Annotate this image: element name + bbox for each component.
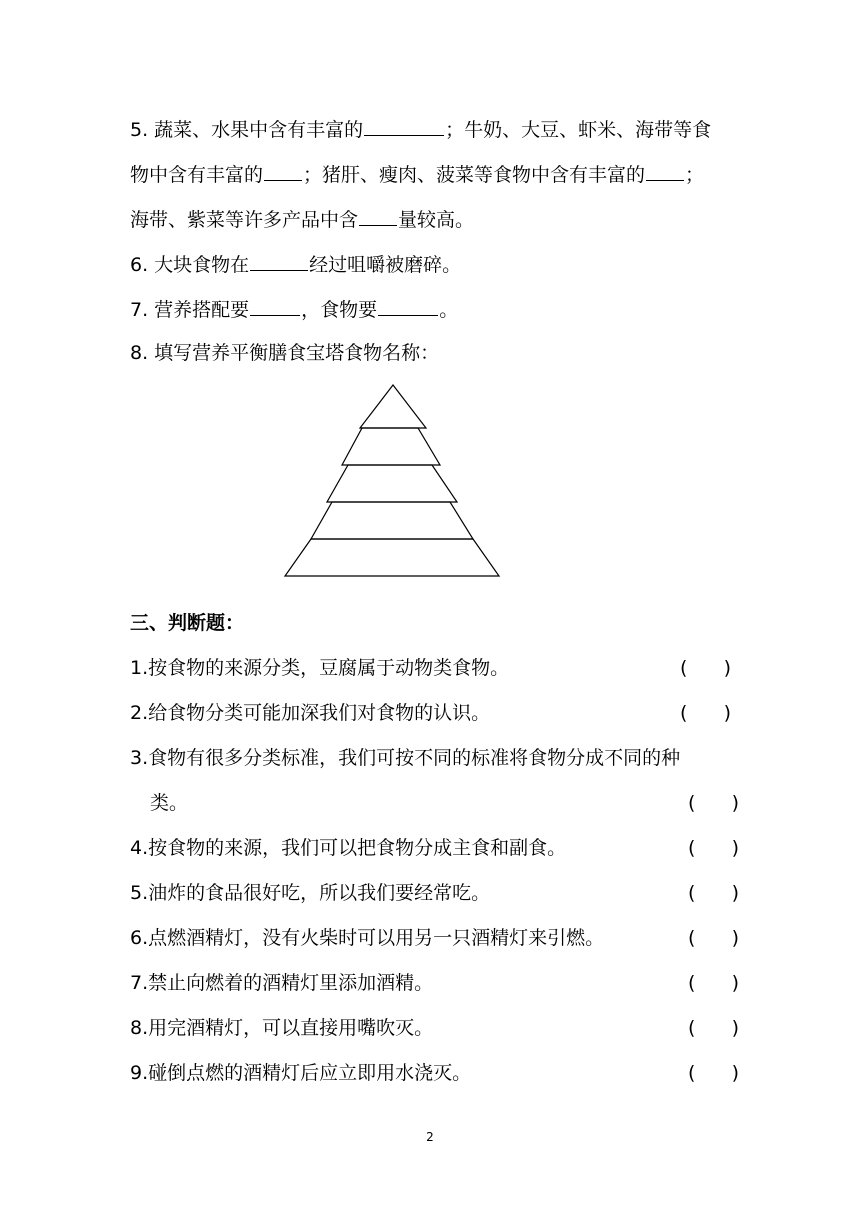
section-heading: 三、判断题： — [130, 612, 245, 634]
q7-text-1: 7. 营养搭配要 — [130, 299, 250, 321]
q7-blank-2[interactable] — [378, 295, 438, 316]
judgment-item-7: 7.禁止向燃着的酒精灯里添加酒精。 — [130, 972, 434, 994]
answer-parens-6[interactable]: ( ) — [688, 927, 740, 949]
q7-text-3: 。 — [439, 299, 459, 321]
answer-parens-7[interactable]: ( ) — [688, 972, 740, 994]
q5-text-6: 海带、紫菜等许多产品中含 — [130, 209, 359, 231]
judgment-item-2: 2.给食物分类可能加深我们对食物的认识。 — [130, 702, 491, 724]
judgment-item-4: 4.按食物的来源，我们可以把食物分成主食和副食。 — [130, 837, 567, 859]
pyramid-tier-4[interactable] — [311, 502, 473, 539]
q5-text-7: 量较高。 — [398, 209, 475, 231]
answer-parens-2[interactable]: ( ) — [680, 702, 732, 724]
q5-blank-3[interactable] — [646, 160, 684, 181]
q5-blank-4[interactable] — [359, 205, 397, 226]
q7-line — [130, 295, 458, 323]
q5-line-2 — [130, 160, 704, 188]
judgment-item-1: 1.按食物的来源分类，豆腐属于动物类食物。 — [130, 657, 510, 679]
q6-text-2: 经过咀嚼被磨碎。 — [309, 254, 462, 276]
q5-text-2: ；牛奶、大豆、虾米、海带等食 — [445, 119, 712, 141]
q5-line-1 — [130, 115, 711, 143]
q6-text-1: 6. 大块食物在 — [130, 254, 250, 276]
answer-parens-5[interactable]: ( ) — [688, 882, 740, 904]
q5-text-3: 物中含有丰富的 — [130, 164, 264, 186]
q8-line: 8. 填写营养平衡膳食宝塔食物名称： — [130, 342, 440, 364]
judgment-item-8: 8.用完酒精灯，可以直接用嘴吹灭。 — [130, 1017, 434, 1039]
pyramid-tier-2[interactable] — [342, 428, 440, 465]
pyramid-tier-3[interactable] — [327, 465, 457, 502]
page-number: 2 — [426, 1130, 434, 1144]
q6-line — [130, 250, 461, 278]
judgment-item-9: 9.碰倒点燃的酒精灯后应立即用水浇灭。 — [130, 1062, 472, 1084]
pyramid-tier-5[interactable] — [285, 539, 499, 576]
answer-parens-4[interactable]: ( ) — [688, 837, 740, 859]
judgment-item-3: 3.食物有很多分类标准，我们可按不同的标准将食物分成不同的种 — [130, 747, 681, 769]
q5-text-4: ；猪肝、瘦肉、菠菜等食物中含有丰富的 — [303, 164, 646, 186]
q5-line-3 — [130, 205, 474, 233]
answer-parens-3[interactable]: ( ) — [688, 792, 740, 814]
food-pyramid-diagram — [280, 382, 505, 582]
judgment-item-6: 6.点燃酒精灯，没有火柴时可以用另一只酒精灯来引燃。 — [130, 927, 605, 949]
judgment-item-5: 5.油炸的食品很好吃，所以我们要经常吃。 — [130, 882, 491, 904]
q7-blank-1[interactable] — [250, 295, 300, 316]
q5-blank-1[interactable] — [364, 115, 444, 136]
answer-parens-8[interactable]: ( ) — [688, 1017, 740, 1039]
pyramid-tier-1[interactable] — [360, 385, 426, 428]
q5-blank-2[interactable] — [264, 160, 302, 181]
answer-parens-1[interactable]: ( ) — [680, 657, 732, 679]
q5-text-1: 5. 蔬菜、水果中含有丰富的 — [130, 119, 364, 141]
answer-parens-9[interactable]: ( ) — [688, 1062, 740, 1084]
judgment-item-3-cont: 类。 — [150, 792, 189, 814]
q6-blank[interactable] — [250, 250, 308, 271]
q7-text-2: ，食物要 — [301, 299, 378, 321]
q5-text-5: ； — [685, 164, 705, 186]
